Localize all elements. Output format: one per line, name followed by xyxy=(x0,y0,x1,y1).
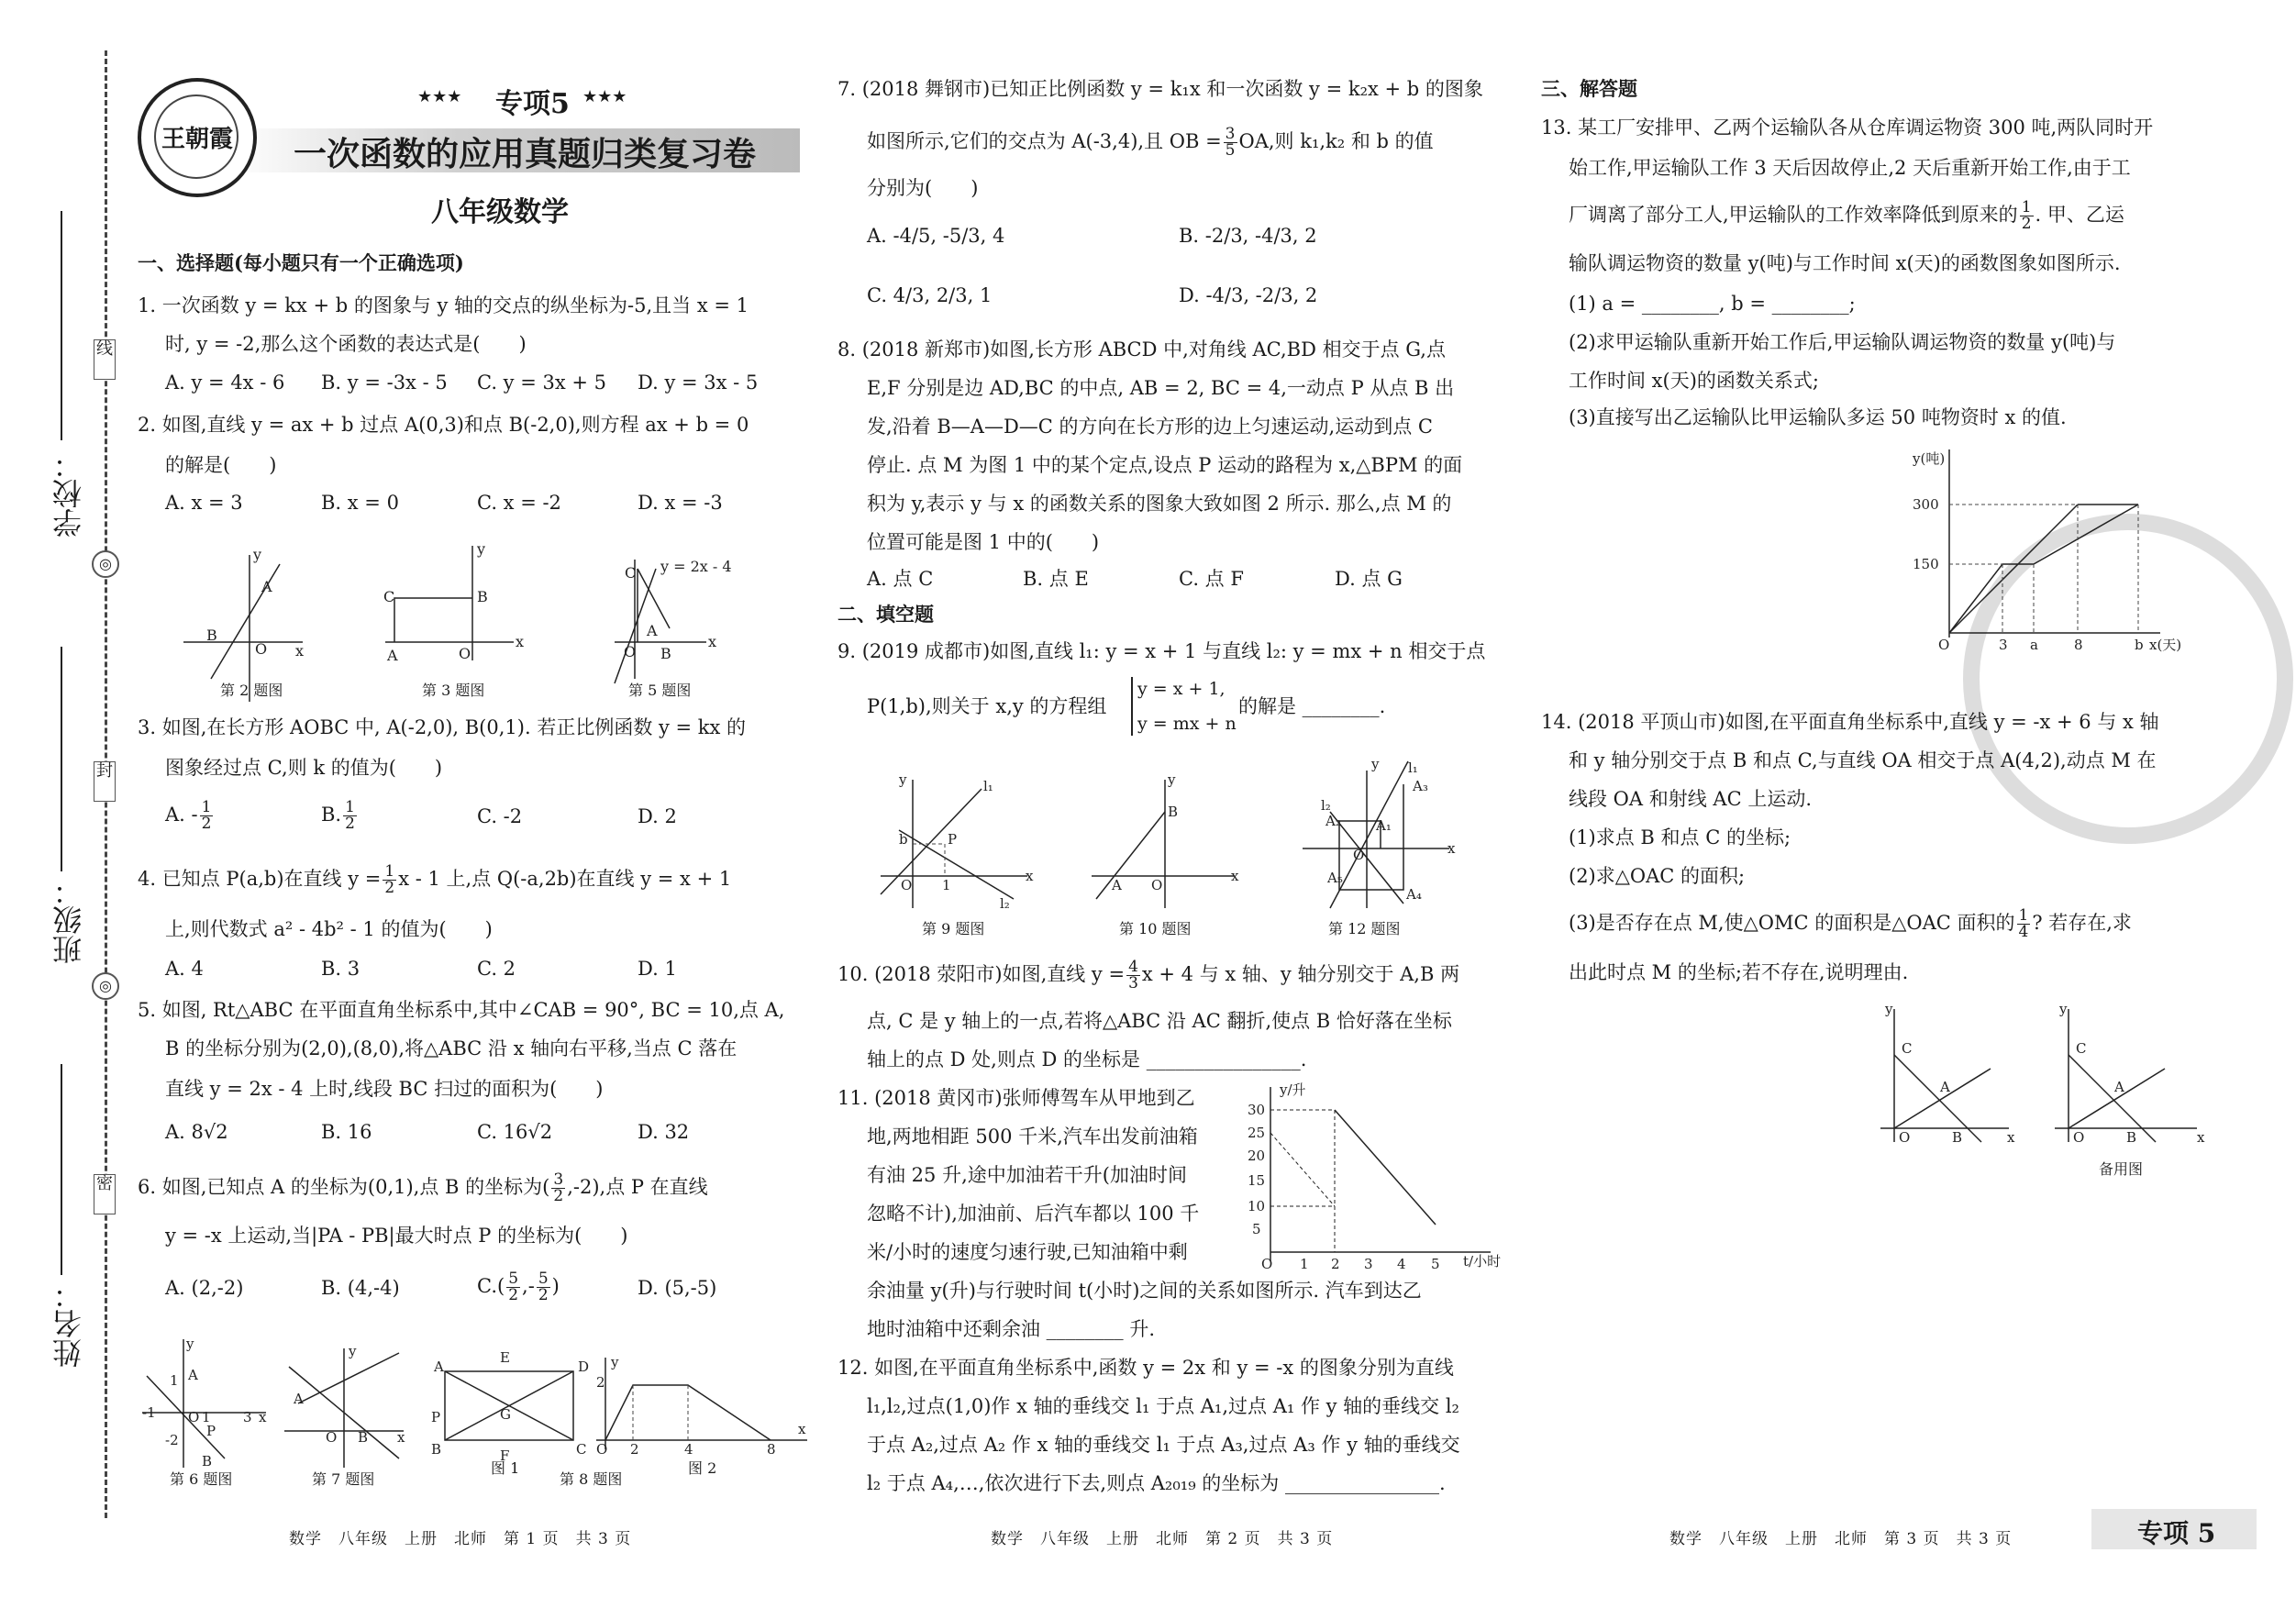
q13-line1: 13. 某工厂安排甲、乙两个运输队各从仓库调运物资 300 吨,两队同时开 xyxy=(1541,116,2154,139)
q8-option-d: D. 点 G xyxy=(1335,568,1403,590)
svg-text:5: 5 xyxy=(1431,1256,1440,1272)
q3-option-d: D. 2 xyxy=(638,805,677,827)
q7-option-d: D. -4/3, -2/3, 2 xyxy=(1179,284,1318,306)
svg-text:A₂: A₂ xyxy=(1325,813,1341,829)
svg-text:y: y xyxy=(611,1354,619,1370)
q4-line1: 4. 已知点 P(a,b)在直线 y = $\frac{1}{2}$ x - 1 上,点 Q(-a,2b)在直线 y = x + 1 xyxy=(138,862,732,897)
svg-text:3: 3 xyxy=(1999,637,2008,653)
svg-text:3: 3 xyxy=(243,1409,252,1425)
q5-line1: 5. 如图, Rt△ABC 在平面直角坐标系中,其中∠CAB = 90°, BC = 10,点 A, xyxy=(138,999,785,1021)
svg-text:D: D xyxy=(578,1359,590,1375)
svg-text:l₁: l₁ xyxy=(1408,760,1418,776)
school-blank xyxy=(61,211,62,440)
svg-text:A₅: A₅ xyxy=(1327,870,1343,886)
svg-text:O: O xyxy=(188,1409,200,1425)
svg-text:P: P xyxy=(948,831,958,848)
svg-text:F: F xyxy=(500,1447,510,1464)
caption-fig8-1: 图 1 xyxy=(491,1459,520,1477)
q8-option-b: B. 点 E xyxy=(1023,568,1089,590)
svg-text:x: x xyxy=(259,1409,267,1425)
svg-text:y: y xyxy=(1371,756,1380,772)
svg-text:x: x xyxy=(1231,868,1239,884)
svg-text:A: A xyxy=(434,1359,444,1375)
figures-q9-q10-q12 xyxy=(871,752,1468,917)
q8-line4: 停止. 点 M 为图 1 中的某个定点,设点 P 运动的路程为 x,△BPM 的面 xyxy=(867,454,1463,476)
svg-text:8: 8 xyxy=(767,1441,776,1458)
class-blank xyxy=(61,647,62,871)
q8-option-c: C. 点 F xyxy=(1179,568,1244,590)
q13-line4: 输队调运物资的数量 y(吨)与工作时间 x(天)的函数图象如图所示. xyxy=(1569,252,2121,274)
q1-line2: 时, y = -2,那么这个函数的表达式是( ) xyxy=(165,333,527,355)
q7-option-c: C. 4/3, 2/3, 1 xyxy=(867,284,993,306)
caption-backup-figure: 备用图 xyxy=(2099,1160,2144,1178)
q14-line1: 14. (2018 平顶山市)如图,在平面直角坐标系中,直线 y = -x + 6 与 x 轴 xyxy=(1541,711,2159,733)
svg-text:O: O xyxy=(1261,1256,1273,1272)
svg-text:x: x xyxy=(1026,868,1034,884)
svg-text:x: x xyxy=(1447,840,1456,857)
q9-line2: P(1,b),则关于 x,y 的方程组 xyxy=(867,695,1107,717)
q8-line3: 发,沿着 B—A—D—C 的方向在长方形的边上匀速运动,运动到点 C xyxy=(867,416,1433,438)
svg-text:A: A xyxy=(387,647,398,664)
svg-text:B: B xyxy=(206,627,217,644)
svg-text:x: x xyxy=(798,1421,806,1437)
svg-text:P: P xyxy=(431,1409,441,1425)
binding-sidebar xyxy=(0,0,128,1597)
seal-icon: ◎ xyxy=(92,550,119,578)
svg-text:1: 1 xyxy=(942,877,951,893)
svg-text:300: 300 xyxy=(1913,496,1939,513)
svg-text:1: 1 xyxy=(170,1372,179,1389)
svg-text:l₂: l₂ xyxy=(1000,895,1010,912)
caption-fig10: 第 10 题图 xyxy=(1119,920,1192,937)
q7-line3: 分别为( ) xyxy=(867,177,979,199)
svg-text:A: A xyxy=(1940,1079,1950,1095)
page-title: 一次函数的应用真题归类复习卷 xyxy=(294,136,757,173)
q4-option-c: C. 2 xyxy=(477,958,516,980)
q9-eq1: y = x + 1, xyxy=(1137,679,1226,699)
q7-line1: 7. (2018 舞钢市)已知正比例函数 y = k₁x 和一次函数 y = k₂x + b 的图象 xyxy=(837,78,1483,100)
svg-text:B: B xyxy=(660,645,671,662)
q4-option-d: D. 1 xyxy=(638,958,677,980)
svg-text:C: C xyxy=(1902,1040,1913,1057)
q5-line3: 直线 y = 2x - 4 上时,线段 BC 扫过的面积为( ) xyxy=(165,1078,604,1100)
svg-text:1: 1 xyxy=(202,1409,211,1425)
svg-text:O: O xyxy=(326,1429,338,1446)
line-mark: 线 xyxy=(94,339,116,380)
section-choice-heading: 一、选择题(每小题只有一个正确选项) xyxy=(138,251,464,274)
svg-text:B: B xyxy=(2126,1129,2137,1146)
q1-option-d: D. y = 3x - 5 xyxy=(638,372,759,394)
q12-line2: l₁,l₂,过点(1,0)作 x 轴的垂线交 l₁ 于点 A₁,过点 A₁ 作 y 轴的垂线交 l₂ xyxy=(867,1395,1459,1417)
section-solve-heading: 三、解答题 xyxy=(1541,77,1637,100)
name-blank xyxy=(61,1064,62,1275)
q11-line6: 余油量 y(升)与行驶时间 t(小时)之间的关系如图所示. 汽车到达乙 xyxy=(867,1280,1422,1302)
svg-text:O: O xyxy=(1151,877,1163,893)
q3-option-b: B. $\frac{1}{2}$ xyxy=(321,798,355,833)
svg-text:8: 8 xyxy=(2074,637,2083,653)
q9-line1: 9. (2019 成都市)如图,直线 l₁: y = x + 1 与直线 l₂: y = mx + n 相交于点 xyxy=(837,640,1486,662)
q2-option-c: C. x = -2 xyxy=(477,492,561,514)
page-subtitle: 八年级数学 xyxy=(431,196,569,228)
q13-line7: 工作时间 x(天)的函数关系式; xyxy=(1569,370,1819,392)
q4-line2: 上,则代数式 a² - 4b² - 1 的值为( ) xyxy=(165,918,493,940)
q14-line6: (3)是否存在点 M,使△OMC 的面积是△OAC 面积的 $\frac{1}{4}$ ? 若存在,求 xyxy=(1569,906,2132,941)
svg-text:y: y xyxy=(899,771,907,788)
svg-text:O: O xyxy=(596,1441,608,1458)
q6-line2: y = -x 上运动,当|PA - PB|最大时点 P 的坐标为( ) xyxy=(165,1225,628,1247)
q13-line6: (2)求甲运输队重新开始工作后,甲运输队调运物资的数量 y(吨)与 xyxy=(1569,331,2116,353)
stars-right: ★★★ xyxy=(582,87,627,106)
svg-text:G: G xyxy=(500,1406,511,1423)
svg-text:10: 10 xyxy=(1248,1198,1266,1214)
q12-line4: l₂ 于点 A₄,…,依次进行下去,则点 A₂₀₁₉ 的坐标为 ________________. xyxy=(867,1472,1446,1494)
svg-text:x: x xyxy=(295,642,305,660)
svg-text:x: x xyxy=(397,1429,405,1446)
transport-chart xyxy=(1903,440,2182,653)
q1-line1: 1. 一次函数 y = kx + b 的图象与 y 轴的交点的纵坐标为-5,且当 x = 1 xyxy=(138,294,749,316)
q6-option-d: D. (5,-5) xyxy=(638,1277,717,1299)
svg-text:C: C xyxy=(625,564,637,582)
svg-text:O: O xyxy=(255,640,268,658)
q9-eq2: y = mx + n xyxy=(1137,714,1237,734)
svg-text:A: A xyxy=(2114,1079,2124,1095)
svg-text:x: x xyxy=(2197,1129,2205,1146)
topic-badge: 专项 5 xyxy=(2137,1518,2216,1548)
q6-option-a: A. (2,-2) xyxy=(165,1277,244,1299)
svg-text:P: P xyxy=(206,1423,216,1439)
q6-option-b: B. (4,-4) xyxy=(321,1277,400,1299)
mi-mark: 密 xyxy=(94,1174,116,1214)
q2-line2: 的解是( ) xyxy=(165,454,277,476)
fuel-chart xyxy=(1243,1078,1500,1280)
svg-text:B: B xyxy=(202,1453,213,1469)
q11-line4: 忽略不计),加油前、后汽车都以 100 千 xyxy=(867,1203,1200,1225)
chart13-xlabel: x(天) xyxy=(2149,637,2182,653)
svg-text:C: C xyxy=(383,588,395,605)
q12-line3: 于点 A₂,过点 A₂ 作 x 轴的垂线交 l₁ 于点 A₃,过点 A₃ 作 y 轴的垂线交 xyxy=(867,1434,1460,1456)
q3-line2: 图象经过点 C,则 k 的值为( ) xyxy=(165,757,443,779)
q14-line2: 和 y 轴分别交于点 B 和点 C,与直线 OA 相交于点 A(4,2),动点 M 在 xyxy=(1569,749,2157,771)
chart11-ylabel: y/升 xyxy=(1280,1081,1306,1098)
q13-line3: 厂调离了部分工人,甲运输队的工作效率降低到原来的 $\frac{1}{2}$ . 甲、乙运 xyxy=(1569,198,2124,233)
stars-left: ★★★ xyxy=(417,87,462,106)
svg-text:-1: -1 xyxy=(142,1404,156,1421)
svg-text:A₁: A₁ xyxy=(1376,817,1392,834)
q10-line3: 轴上的点 D 处,则点 D 的坐标是 ________________. xyxy=(867,1048,1307,1070)
q2-option-a: A. x = 3 xyxy=(165,492,243,514)
svg-text:O: O xyxy=(459,645,471,662)
svg-text:b: b xyxy=(2135,637,2144,653)
svg-text:l₁: l₁ xyxy=(983,778,993,794)
svg-text:l₂: l₂ xyxy=(1321,797,1331,814)
feng-mark: 封 xyxy=(94,761,116,802)
footer-page-3: 数学 八年级 上册 北师 第 3 页 共 3 页 xyxy=(1669,1530,2013,1548)
svg-text:A₄: A₄ xyxy=(1406,886,1422,903)
q1-option-a: A. y = 4x - 6 xyxy=(165,372,285,394)
q5-line2: B 的坐标分别为(2,0),(8,0),将△ABC 沿 x 轴向右平移,当点 C 落在 xyxy=(165,1037,738,1059)
svg-text:b: b xyxy=(899,831,908,848)
svg-text:B: B xyxy=(1952,1129,1963,1146)
q14-line3: 线段 OA 和射线 AC 上运动. xyxy=(1569,788,1812,810)
svg-text:C: C xyxy=(2076,1040,2087,1057)
q11-line2: 地,两地相距 500 千米,汽车出发前油箱 xyxy=(867,1126,1198,1148)
svg-text:O: O xyxy=(624,643,637,660)
svg-text:y: y xyxy=(477,540,486,558)
svg-text:A: A xyxy=(294,1391,304,1407)
svg-text:B: B xyxy=(477,588,488,605)
q7-option-b: B. -2/3, -4/3, 2 xyxy=(1179,225,1317,247)
svg-text:5: 5 xyxy=(1252,1221,1261,1237)
q8-line1: 8. (2018 新郑市)如图,长方形 ABCD 中,对角线 AC,BD 相交于点 G,点 xyxy=(837,338,1446,360)
svg-text:y: y xyxy=(2059,1001,2068,1017)
caption-fig9: 第 9 题图 xyxy=(922,920,985,937)
svg-text:25: 25 xyxy=(1248,1125,1266,1141)
caption-fig2: 第 2 题图 xyxy=(220,682,283,699)
q5-line-equation: y = 2x - 4 xyxy=(660,558,732,575)
q14-line5: (2)求△OAC 的面积; xyxy=(1569,865,1746,887)
svg-text:A: A xyxy=(188,1367,198,1383)
svg-text:15: 15 xyxy=(1248,1172,1266,1189)
topic-label: 专项5 xyxy=(495,88,570,120)
svg-text:2: 2 xyxy=(596,1374,605,1391)
q8-option-a: A. 点 C xyxy=(867,568,934,590)
q3-option-a: A. - $\frac{1}{2}$ xyxy=(165,798,212,833)
svg-text:B: B xyxy=(431,1441,442,1458)
q1-option-c: C. y = 3x + 5 xyxy=(477,372,606,394)
svg-text:y: y xyxy=(1885,1001,1893,1017)
svg-text:30: 30 xyxy=(1248,1102,1266,1118)
q2-option-d: D. x = -3 xyxy=(638,492,723,514)
q5-option-c: C. 16√2 xyxy=(477,1121,553,1143)
svg-text:150: 150 xyxy=(1913,556,1939,572)
q1-option-b: B. y = -3x - 5 xyxy=(321,372,448,394)
svg-text:x: x xyxy=(2007,1129,2015,1146)
q2-line1: 2. 如图,直线 y = ax + b 过点 A(0,3)和点 B(-2,0),则方程 ax + b = 0 xyxy=(138,414,749,436)
footer-page-2: 数学 八年级 上册 北师 第 2 页 共 3 页 xyxy=(991,1530,1334,1548)
q5-option-a: A. 8√2 xyxy=(165,1121,228,1143)
q5-option-d: D. 32 xyxy=(638,1121,690,1143)
caption-fig3: 第 3 题图 xyxy=(422,682,485,699)
q6-line1: 6. 如图,已知点 A 的坐标为(0,1),点 B 的坐标为( $\frac{3}{2}$ ,-2),点 P 在直线 xyxy=(138,1170,708,1205)
q14-line4: (1)求点 B 和点 C 的坐标; xyxy=(1569,826,1791,848)
svg-text:C: C xyxy=(576,1441,587,1458)
caption-fig8-2: 图 2 xyxy=(688,1459,717,1477)
q7-option-a: A. -4/5, -5/3, 4 xyxy=(867,225,1005,247)
svg-text:O: O xyxy=(2073,1129,2085,1146)
q10-line1: 10. (2018 荥阳市)如图,直线 y = $\frac{4}{3}$ x + 4 与 x 轴、y 轴分别交于 A,B 两 xyxy=(837,958,1460,993)
caption-fig8: 第 8 题图 xyxy=(560,1470,623,1488)
q11-line3: 有油 25 升,途中加油若干升(加油时间 xyxy=(867,1164,1187,1186)
q4-option-a: A. 4 xyxy=(165,958,204,980)
class-label: 班级： xyxy=(51,876,86,964)
svg-text:A: A xyxy=(647,622,658,639)
svg-text:4: 4 xyxy=(684,1441,693,1458)
logo-text: 王朝霞 xyxy=(161,126,233,153)
q13-line8: (3)直接写出乙运输队比甲运输队多运 50 吨物资时 x 的值. xyxy=(1569,406,2067,428)
svg-text:2: 2 xyxy=(1331,1256,1340,1272)
q12-line1: 12. 如图,在平面直角坐标系中,函数 y = 2x 和 y = -x 的图象分别为直线 xyxy=(837,1357,1454,1379)
svg-text:y: y xyxy=(186,1336,194,1352)
svg-text:B: B xyxy=(1168,804,1179,820)
q6-option-c: C.( $\frac{5}{2}$ ,- $\frac{5}{2}$ ) xyxy=(477,1270,560,1304)
svg-text:-2: -2 xyxy=(165,1432,179,1448)
figures-q14 xyxy=(1871,1000,2211,1156)
q8-line2: E,F 分别是边 AD,BC 的中点, AB = 2, BC = 4,一动点 P 从点 B 出 xyxy=(867,377,1455,399)
svg-text:4: 4 xyxy=(1397,1256,1406,1272)
name-label: 姓名： xyxy=(51,1280,86,1368)
q9-brace xyxy=(1131,677,1133,736)
svg-text:y: y xyxy=(1168,771,1176,788)
svg-text:1: 1 xyxy=(1300,1256,1309,1272)
q13-line2: 始工作,甲运输队工作 3 天后因故停止,2 天后重新开始工作,由于工 xyxy=(1569,157,2131,179)
svg-text:x: x xyxy=(516,633,525,650)
q9-line2-tail: 的解是 ________. xyxy=(1238,695,1386,717)
q11-line5: 米/小时的速度匀速行驶,已知油箱中剩 xyxy=(867,1241,1188,1263)
section-fill-heading: 二、填空题 xyxy=(837,603,934,626)
svg-text:A: A xyxy=(1112,877,1122,893)
q13-line5: (1) a = ________, b = ________; xyxy=(1569,293,1856,315)
svg-text:2: 2 xyxy=(630,1441,639,1458)
chart13-ylabel: y(吨) xyxy=(1913,450,1946,467)
footer-page-1: 数学 八年级 上册 北师 第 1 页 共 3 页 xyxy=(289,1530,632,1548)
svg-text:O: O xyxy=(1353,847,1365,863)
logo-seal xyxy=(138,78,257,197)
q2-option-b: B. x = 0 xyxy=(321,492,399,514)
svg-text:a: a xyxy=(2030,637,2038,653)
svg-text:y: y xyxy=(253,546,262,563)
q5-option-b: B. 16 xyxy=(321,1121,372,1143)
q3-option-c: C. -2 xyxy=(477,805,523,827)
q11-line1: 11. (2018 黄冈市)张师傅驾车从甲地到乙 xyxy=(837,1087,1195,1109)
svg-text:O: O xyxy=(1938,637,1950,653)
chart11-xlabel: t/小时 xyxy=(1463,1253,1502,1270)
svg-text:x: x xyxy=(708,633,717,650)
svg-text:E: E xyxy=(500,1349,510,1366)
seal-icon: ◎ xyxy=(92,972,119,1000)
school-label: 学校： xyxy=(51,449,86,538)
q4-option-b: B. 3 xyxy=(321,958,360,980)
svg-text:20: 20 xyxy=(1248,1148,1266,1164)
q8-line6: 位置可能是图 1 中的( ) xyxy=(867,531,1100,553)
svg-text:O: O xyxy=(1899,1129,1911,1146)
caption-fig5: 第 5 题图 xyxy=(628,682,692,699)
svg-text:B: B xyxy=(358,1429,369,1446)
svg-text:A: A xyxy=(261,578,272,595)
svg-text:O: O xyxy=(901,877,913,893)
q8-line5: 积为 y,表示 y 与 x 的函数关系的图象大致如图 2 所示. 那么,点 M 的 xyxy=(867,493,1452,515)
caption-fig12: 第 12 题图 xyxy=(1328,920,1401,937)
svg-text:3: 3 xyxy=(1364,1256,1373,1272)
q14-line7: 出此时点 M 的坐标;若不存在,说明理由. xyxy=(1569,961,1909,983)
q11-line7: 地时油箱中还剩余油 ________ 升. xyxy=(867,1318,1156,1340)
svg-text:A₃: A₃ xyxy=(1413,778,1428,794)
q7-line2: 如图所示,它们的交点为 A(-3,4),且 OB = $\frac{3}{5}$ OA,则 k₁,k₂ 和 b 的值 xyxy=(867,125,1434,160)
q10-line2: 点, C 是 y 轴上的一点,若将△ABC 沿 AC 翻折,使点 B 恰好落在坐标 xyxy=(867,1010,1452,1032)
caption-fig6: 第 6 题图 xyxy=(170,1470,233,1488)
q3-line1: 3. 如图,在长方形 AOBC 中, A(-2,0), B(0,1). 若正比例函数 y = kx 的 xyxy=(138,716,747,738)
caption-fig7: 第 7 题图 xyxy=(312,1470,375,1488)
svg-text:y: y xyxy=(349,1343,357,1359)
